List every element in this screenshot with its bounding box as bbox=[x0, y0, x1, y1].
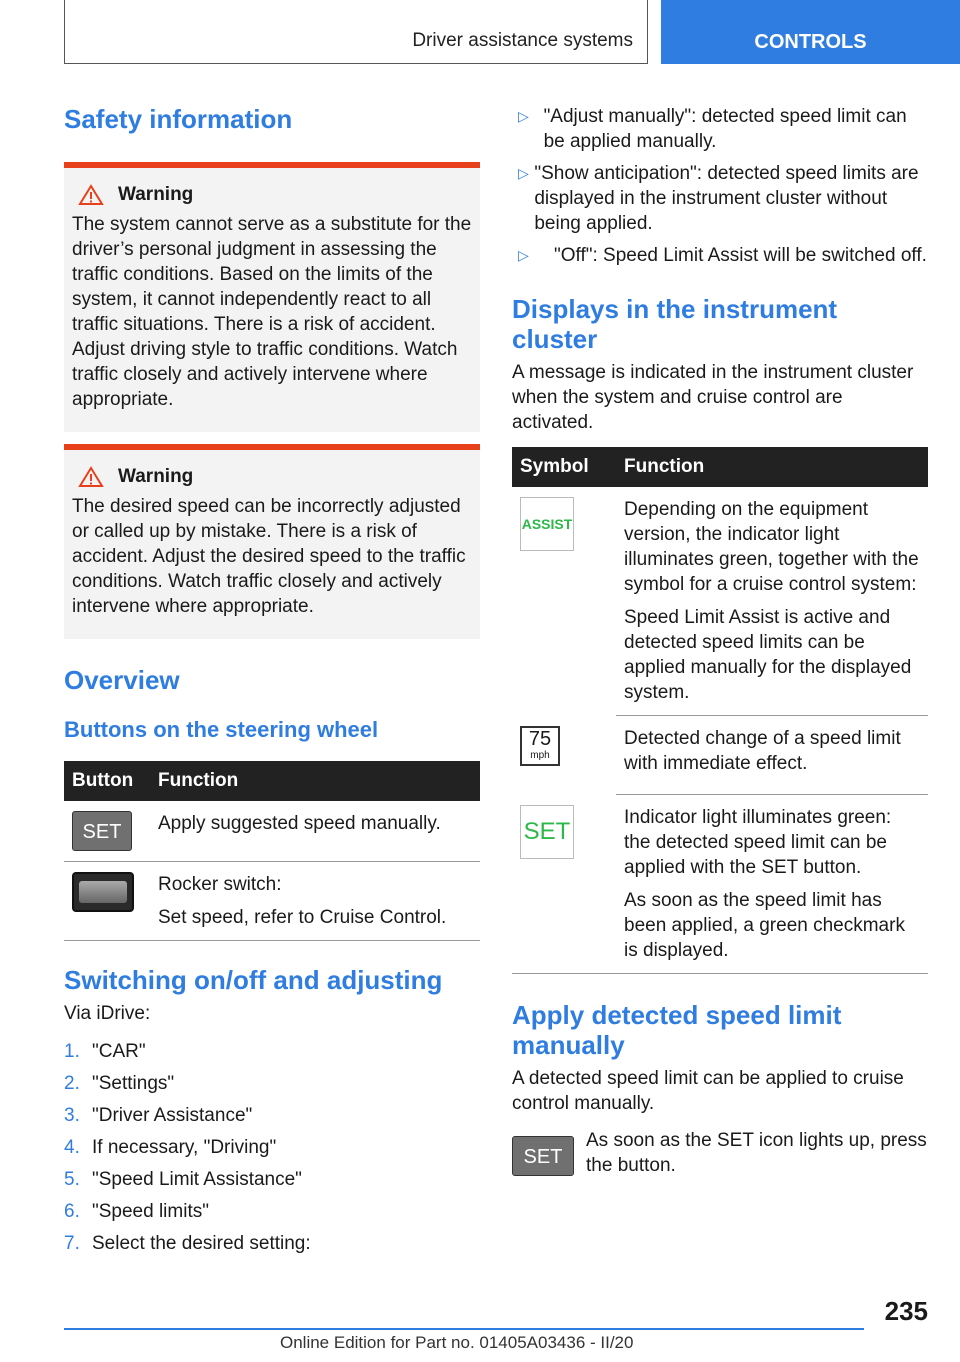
table-cell: Depending on the equipment version, the indicator light illuminates green, together with the symbol for a cruise control system: bbox=[624, 499, 919, 595]
warning-box-2 bbox=[64, 444, 480, 639]
triangle-bullet-icon: ▷ bbox=[518, 108, 529, 124]
table-row bbox=[512, 487, 928, 716]
table-row bbox=[512, 716, 928, 795]
apply-text: A detected speed limit can be applied to cruise control manually. bbox=[512, 1068, 904, 1114]
warning-title: Warning bbox=[118, 466, 194, 487]
table-row bbox=[512, 795, 928, 974]
safety-title: Safety information bbox=[64, 104, 293, 134]
table-header: Symbol bbox=[512, 447, 616, 487]
warning-text: The system cannot serve as a substitute for the driver’s personal judgment in assessing the traffic conditions. Based on the limits of the system, it cannot independently react to all traffic situations. There is a risk of accident. Adjust driving style to traffic conditions. Watch traffic closely and actively intervene where appropriate. bbox=[72, 214, 472, 410]
warning-triangle-icon bbox=[78, 184, 104, 206]
table-header: Button bbox=[64, 761, 150, 801]
header-section: Driver assistance systems bbox=[412, 30, 633, 51]
table-header: Function bbox=[150, 761, 480, 801]
footer-edition: Online Edition for Part no. 01405A03436 - II/20 bbox=[280, 1333, 634, 1352]
table-row bbox=[64, 862, 480, 941]
set-button-icon: SET bbox=[512, 1136, 574, 1176]
buttons-subtitle: Buttons on the steering wheel bbox=[64, 717, 379, 742]
list-item: 6. "Speed limits" bbox=[64, 1201, 209, 1222]
table-header: Function bbox=[616, 447, 928, 487]
list-item: ▷ "Adjust manually": detected speed limit can be applied manually. bbox=[512, 104, 928, 154]
switching-title: Switching on/off and adjusting bbox=[64, 965, 443, 995]
warning-text: The desired speed can be incorrectly adjusted or called up by mistake. There is a risk of accident. Adjust the desired speed to the traffic conditions. Watch traffic closely and actively intervene where appropriate. bbox=[72, 496, 466, 617]
list-item: 1. "CAR" bbox=[64, 1041, 146, 1062]
list-item: 3. "Driver Assistance" bbox=[64, 1105, 253, 1126]
via-text: Via iDrive: bbox=[64, 1003, 151, 1024]
list-item: 5. "Speed Limit Assistance" bbox=[64, 1169, 302, 1190]
header-box bbox=[64, 0, 648, 64]
steps-list bbox=[64, 1036, 480, 1260]
header-tab-controls[interactable]: CONTROLS bbox=[661, 0, 960, 64]
symbol-table bbox=[512, 447, 928, 974]
table-cell: Detected change of a speed limit with immediate effect. bbox=[616, 716, 928, 795]
buttons-table bbox=[64, 761, 480, 941]
displays-title: Displays in the instrument cluster bbox=[512, 294, 838, 354]
list-item: ▷ "Off": Speed Limit Assist will be switched off. bbox=[512, 243, 928, 268]
apply-title: Apply detected speed limit manually bbox=[512, 1000, 842, 1060]
warning-box-1 bbox=[64, 162, 480, 432]
list-item: ▷ "Show anticipation": detected speed limits are displayed in the instrument cluster without being applied. bbox=[512, 161, 928, 236]
page-number: 235 bbox=[884, 1296, 928, 1326]
apply-note: As soon as the SET icon lights up, press the button. bbox=[586, 1130, 927, 1176]
table-cell: Speed Limit Assist is active and detected speed limits can be applied manually for the displayed system. bbox=[624, 607, 912, 703]
apply-note-row bbox=[512, 1128, 928, 1178]
speed-limit-sign-icon: 75 mph bbox=[520, 726, 560, 766]
assist-symbol-icon: ASSIST bbox=[520, 497, 574, 551]
list-item: 2. "Settings" bbox=[64, 1073, 175, 1094]
left-column bbox=[64, 104, 480, 1260]
table-cell: As soon as the speed limit has been applied, a green checkmark is displayed. bbox=[624, 890, 905, 961]
triangle-bullet-icon: ▷ bbox=[518, 165, 529, 181]
warning-title: Warning bbox=[118, 184, 194, 205]
rocker-switch-icon bbox=[72, 872, 134, 912]
table-cell: Rocker switch: bbox=[158, 874, 282, 895]
set-button-icon: SET bbox=[72, 811, 132, 851]
list-item: 7. Select the desired setting: bbox=[64, 1233, 311, 1254]
table-cell: Apply suggested speed manually. bbox=[150, 801, 480, 862]
set-indicator-icon: SET bbox=[520, 805, 574, 859]
settings-bullets bbox=[512, 104, 928, 268]
table-cell: Indicator light illuminates green: the detected speed limit can be applied with the SET button. bbox=[624, 807, 892, 878]
table-cell: Set speed, refer to Cruise Control. bbox=[158, 907, 447, 928]
table-row bbox=[64, 801, 480, 862]
overview-title: Overview bbox=[64, 665, 180, 695]
displays-text: A message is indicated in the instrument cluster when the system and cruise control are activated. bbox=[512, 362, 914, 433]
list-item: 4. If necessary, "Driving" bbox=[64, 1137, 277, 1158]
footer-divider bbox=[64, 1328, 864, 1330]
triangle-bullet-icon: ▷ bbox=[518, 247, 529, 263]
warning-triangle-icon bbox=[78, 466, 104, 488]
right-column bbox=[512, 104, 928, 1178]
